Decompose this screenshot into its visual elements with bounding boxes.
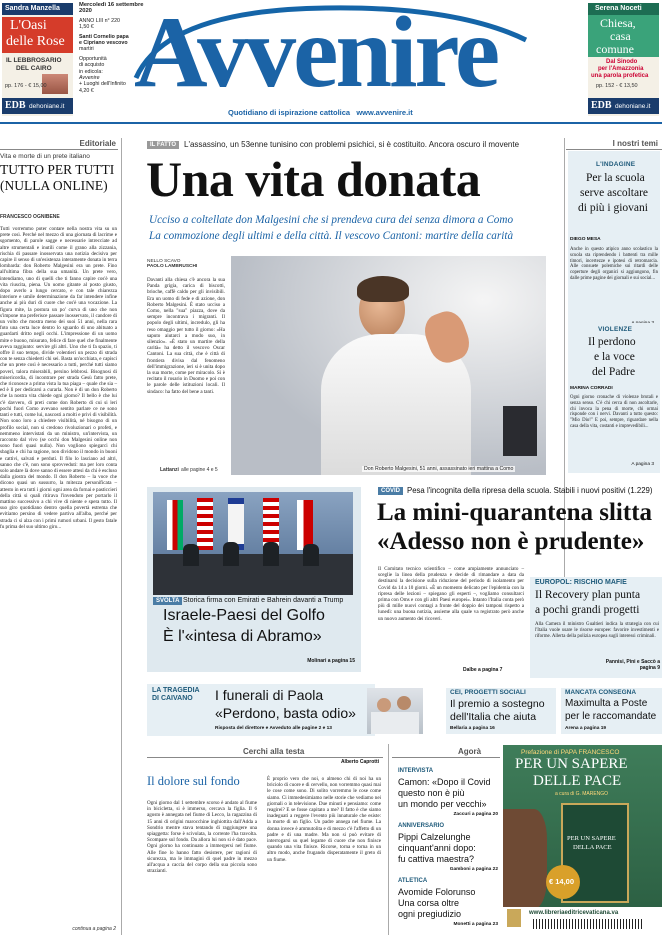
israel-label: SVOLTA [153, 597, 182, 605]
lead-subheadline-2: La commozione degli ultimi e della città. Il vescovo Cantoni: martire della carità [149, 230, 514, 242]
edition-issue: ANNO LIII n° 220 [79, 17, 120, 24]
masthead-divider [0, 122, 662, 124]
lead-ref-label[interactable]: Lattanzi [160, 467, 179, 473]
tema-title-2: e la voce [594, 351, 635, 363]
covid-headline-1: La mini-quarantena slitta [377, 499, 653, 526]
lead-photo[interactable] [231, 256, 546, 475]
israel-title-2: È l'«intesa di Abramo» [163, 628, 322, 645]
paola-photo [367, 688, 423, 734]
promo-title-2: delle Rose [6, 34, 65, 49]
edition-info [79, 2, 144, 102]
promo-author: Sandra Manzella [5, 5, 60, 12]
edition-offer-6: 4,20 € [79, 87, 94, 94]
kicker-label: IL FATTO [147, 141, 179, 149]
left-book-promo[interactable] [2, 3, 73, 116]
agora-label: ATLETICA [398, 878, 428, 884]
paola-label-1: LA TRAGEDIA [152, 687, 200, 694]
tema-label: VIOLENZE [598, 326, 633, 333]
flag-icon [197, 498, 213, 550]
promo-author: Serena Noceti [595, 5, 642, 12]
tema-title-3: del Padre [592, 366, 636, 378]
cerchi-author: Alberto Caprotti [340, 759, 379, 765]
europol-title-1: Il Recovery plan punta [535, 589, 641, 601]
editoriale-kicker: Vita e morte di un prete italiano [0, 153, 90, 160]
tema-ref: A pagina 3 [631, 462, 654, 467]
tema-body: Anche in questo atipico anno scolastico la scuola sta riprendendo i battenti tra mille timori, incertezze e ipotesi di retromarcia. Alle consuete polemiche sui ritardi delle coperture degli organici si aggiungono, fin dalle prime pagine dei giornali e sui social... [570, 247, 658, 281]
ad-book-text-2: DELLA PACE [573, 844, 612, 851]
promo-sub-3: una parola profetica [591, 73, 649, 79]
social-ref: Bellaria a pagina 16 [450, 726, 495, 731]
covid-body: Il Comitato tecnico scientifico – come ampiamente annunciato – sceglie la linea della prudenza e decide di rimandare a data da destinarsi la decisione sulla riduzione del periodo di isolamento per Covid da 14 a 10 giorni. «È un momento delicato per l'epidemia con la ripresa delle lezioni – spiegano gli esperti –, vogliamo consultarci prima con Oms e con gli altri Paesi europei». Intanto l'Italia conta però più di mille nuovi contagi a fronte del doppio dei tamponi rispetto a lunedì: una buona notizia, assieme alla quale va registrato però anche un nuovo aumento dei ricoveri. [378, 566, 524, 622]
flag-icon [297, 500, 313, 550]
paola-title-1: I funerali di Paola [215, 687, 324, 703]
agora-ref: Gamboni a pagina 22 [449, 867, 498, 872]
edition-year: 2020 [79, 8, 92, 15]
agora-title-2: Una corsa oltre [398, 898, 460, 908]
tagline: Quotidiano di ispirazione cattolica www.avvenire.it [228, 108, 413, 117]
tema-title-3: di più i giovani [578, 202, 648, 214]
poste-title-1: Maximulta a Poste [565, 698, 648, 709]
publisher-site: dehoniane.it [615, 103, 651, 110]
book-ad[interactable] [503, 745, 662, 932]
ad-logo-icon [507, 909, 521, 927]
agora-title-3: fu cattiva maestra? [398, 854, 475, 864]
tema-violenze[interactable] [568, 323, 660, 473]
section-label: Agorà [458, 747, 482, 756]
promo-price: pp. 152 - € 13,50 [596, 83, 638, 89]
ad-site: www.libreriaeditricevaticana.va [529, 910, 619, 916]
agora-title-2: cinquant'anni dopo: [398, 843, 476, 853]
edition-offer-2: di acquisto [79, 62, 105, 69]
agora-title-1: Camon: «Dopo il Covid [398, 777, 491, 787]
tema-title-2: serve ascoltare [580, 187, 649, 199]
publisher-brand: EDB [591, 100, 612, 111]
covid-label: COVID [378, 487, 403, 495]
editoriale-body: Tutti vorremmo poter contare nella nostra vita su un prete così. Perché nel mezzo di una giornata di lacrime e sgomento, di parole sagge e necessarie intrecciate ad altre strumentali e inutili come il grano alla zizzania, rischia di passare inosservata una notizia decisiva per capire il senso di un'esistenza interamente donata in terra lombarda: don Roberto Malgesini era un prete. Fino all'ultima fibra della sua umanità. Un prete vero, intendiamo, uno di quelli che ti fanno capire cos'è una vita riuscita, piena. Un uomo gitante al posto giusto, dopo averlo a lungo cercato, e con tale chiarezza interiore e umile determinazione da far intendere infine anche ai più duri di cuore che cos'è una vocazione. La figura mite, la postura un po' curva di uno che non s'impone ma preferisce passare inosservato, il candore di un volto che mostra meno dei suoi 51 anni, nella rara foto una certa luce dentro lo sguardo di uno abituato a guardarti dritto negli occhi. L'impressione di un uomo mite e buono, misurato, felice di fare quel che finalmente aveva raggiunto: servire gli altri. Uno che ti fa spazio, ti offre il suo tempo, divide volentieri un pezzo di strada con te senza chiederti chi sei. Basta un'occhiata, e capisci che un prete così è necessario a tutti, perché tutti siamo poveri, talora miserabili, persino lebbrosi. Bisognosi di misericordia, di incontrare per strada Gesù fatto prete, che riconosce a prima vista la tua piaga – quale che sia – ed è lì per dedicarsi a curarla. Non è di un don Roberto che la nostra vita chiede ogni giorno? Il bello è che lui c'è davvero, di preti come don Roberto di cui si leri pochi fuori Como avevano sentito parlare ce ne sono tanti e tutti, come lui, nascosti a molti e privi di visibilità. Non sono loro a chiedere visibilità, né bisogno di un profilo social, non si credono rivoluzionari o profeti, e nemmeno intervistati da un ministro, un'intervista, un racconto dal vivo (se occhi don Malgesini online non sono fuori quasi nulla). Non vogliono spiegarci chi sbaglia e chi ha ragione, non dividono il mondo in buoni e cattivi, salvati e perduti. Il filo lo lasciano ad altri, sanno che c'è, non sono sprovveduti: ma per loro conta solo andare là dove sanno di essere attesi da chi è escluso dalla giostra del mondo. Il don Roberto – la voce che dicono quasi un sussurro, la mitezza personificata – attesto in era tutti i giorni ogni area da fornai e pasticcieri della città si quali ritirava l'invenduto per portarlo il mattino successivo a chi vive di niente e spera tutto. Il suo giro quotidiano dentro quella povertà estrema che evitiamo persino di vedere partiva all'alba, perché per strada ci si alza con i primi rumori urbani. Il gesto fatale fu prima del suo ultimo giro... [0, 226, 117, 530]
tema-body: Ogni giorno cronache di violenze brutali e senza senso. C'è chi cerca di non ascoltarle, chi invoca la pena di morte, chi ormai risponde con i nervi. Davanti a tutto questo: "Mio Dio!" E poi, sempre, riguardare nella casa della vita, costanti e imprevedibili... [570, 395, 658, 429]
poste-story[interactable] [561, 688, 662, 734]
agora-item[interactable] [394, 823, 500, 877]
europol-label: EUROPOL: RISCHIO MAFIE [535, 579, 627, 586]
agora-ref: Zaccuri a pagina 20 [453, 812, 498, 817]
lead-author: PAOLO LAMBRUSCHI [147, 264, 198, 269]
promo-title-3: comune [596, 42, 634, 56]
europol-title-2: a pochi grandi progetti [535, 604, 640, 616]
edition-saints-sub: martiri [79, 46, 94, 53]
social-title-2: dell'Italia che aiuta [450, 711, 537, 723]
agora-item[interactable] [394, 878, 500, 932]
lead-subheadline-1: Ucciso a coltellate don Malgesini che si prendeva cura dei senza dimora a Como [149, 214, 514, 226]
ad-pre: Prefazione di PAPA FRANCESCO [521, 749, 620, 756]
photo-dark-shape [503, 406, 537, 456]
tema-author: DIEGO MESA [570, 237, 601, 242]
section-label: Editoriale [79, 139, 116, 148]
kicker-text: L'assassino, un 53enne tunisino con problemi psichici, si è costituito. Ancora oscuro il movente [184, 140, 520, 149]
ad-book-text-1: PER UN SAPERE [567, 835, 616, 842]
ad-subtitle: a cura di G. MARENGO [555, 791, 609, 797]
ad-price: € 14,00 [549, 877, 575, 886]
europol-body: Alla Camera il ministro Gualtieri indica la strategia con cui l'Italia vuole usare le risorse europee: favorire investimenti e riforme. Allerta della polizia europea sugli interessi criminali. [535, 622, 659, 639]
europol-ref: Pannisi, Pini e Saccò a pagina 9 [605, 659, 660, 671]
paola-label-2: DI CAIVANO [152, 695, 193, 702]
lead-ref-pages[interactable]: alle pagine 4 e 5 [181, 467, 218, 473]
right-book-promo[interactable] [588, 3, 659, 116]
lead-body: Davanti alla chiesa c'è ancora la sua Panda grigia, carica di biscotti, brioche, caffè caldo per gli invisibili. Era un uomo di fede e di azione, don Roberto Malgesini. È stato ucciso a Como, nella "sua" piazza, dove da sempre incontrava i migranti. Il popolo degli ultimi, incredulo, gli ha reso omaggio per tutto il giorno: «Ha saputo aiutarci a modo suo, in silenzio». «È stato un martire della carità» ha detto il vescovo Oscar Cantoni. La sua città, che è città di frontiera divisa dal fenomeno dell'immigrazione, ieri si è unita dopo la sua morte, come per miracolo. Si è recitato il rosario in Duomo e poi con le parole delle istituzioni locali. Il sindaco: ha fatto del bene a tanti. [147, 277, 225, 395]
edition-offer-3: in edicola: [79, 68, 103, 75]
promo-title-1: L'Oasi [10, 18, 47, 33]
photo-caption: Don Roberto Malgesini, 51 anni, assassinato ieri mattina a Como [364, 466, 514, 472]
edition-offer-4: Avvenire [79, 75, 100, 82]
promo-sub-1: IL LEBBROSARIO [6, 57, 62, 64]
agora-item[interactable] [394, 768, 500, 822]
tema-title-1: Il perdono [588, 336, 636, 348]
promo-sub-2: per l'Amazzonia [598, 66, 644, 72]
paola-story[interactable] [147, 684, 375, 736]
ad-title-2: DELLE PACE [533, 773, 622, 789]
photo-priest-hair [357, 276, 409, 302]
ad-hand-shape [503, 809, 547, 909]
cerchi-story[interactable] [147, 744, 383, 935]
promo-sub-1: Dal Sinodo [606, 59, 638, 65]
europol-story[interactable] [530, 577, 662, 678]
cerchi-title: Il dolore sul fondo [147, 774, 240, 788]
agora-title-2: questo non è più [398, 788, 465, 798]
social-story[interactable] [446, 688, 556, 734]
logo[interactable]: Avvenire [134, 0, 498, 109]
editoriale-column [0, 138, 120, 935]
agora-title-1: Avomide Folorunso [398, 887, 476, 897]
agora-title-1: Pippi Calzelunghe [398, 832, 471, 842]
israel-ref: Molinari a pagina 15 [307, 658, 355, 664]
paola-ref: Risposta del direttore e Avveduto alle pagine 2 e 13 [215, 726, 332, 731]
ad-barcode [533, 919, 643, 929]
covid-ref: Dalbe a pagina 7 [463, 667, 503, 673]
covid-kicker: Pesa l'incognita della ripresa della scuola. Stabili i nuovi positivi (1.229) [407, 486, 653, 495]
social-label: CEI, PROGETTI SOCIALI [450, 689, 526, 696]
social-title-1: Il premio a sostegno [450, 698, 545, 710]
tema-label: L'INDAGINE [596, 161, 636, 168]
ad-title-1: PER UN SAPERE [515, 756, 628, 772]
editoriale-continua[interactable]: continua a pagina 2 [72, 926, 116, 932]
section-label: Cerchi alla testa [243, 747, 305, 756]
publisher-brand: EDB [5, 100, 26, 111]
poste-ref: Arena a pagina 19 [565, 726, 607, 731]
agora-column [392, 744, 500, 935]
lead-headline[interactable]: Una vita donata [146, 151, 481, 207]
tema-indagine[interactable] [568, 151, 660, 329]
tema-title-1: Per la scuola [586, 172, 645, 184]
israel-title-1: Israele-Paesi del Golfo [163, 607, 325, 624]
poste-label: MANCATA CONSEGNA [565, 689, 637, 696]
israel-kicker: Storica firma con Emirati e Bahrein davanti a Trump [183, 597, 344, 604]
agora-ref: Monetti a pagina 23 [453, 922, 498, 927]
tema-author: MARINA CORRADI [570, 386, 613, 391]
agora-title-3: un mondo per vecchi» [398, 799, 487, 809]
poste-title-2: per le raccomandate [565, 711, 657, 722]
editoriale-author: FRANCESCO OGNIBENE [0, 214, 60, 220]
promo-title-2: casa [610, 29, 631, 43]
masthead [0, 0, 662, 122]
edition-price: 1,50 € [79, 24, 94, 31]
edition-saints: Santi Cornelio papa e Cipriano vescovo [79, 33, 129, 47]
cerchi-col-2: È proprio vero che noi, o almeno chi di noi ha un briciolo di cuore e di cervello, non vorremmo quasi mai le cose come sono. Di solito vorremmo le cose come siamo. Ci immedesimiamo nelle storie che vediamo nei giornali o in televisione. Due minuti e pensiamo: come reagirei? E se fosse capitato a me? Il fatto è che siamo inadeguati a reggere l'evento più innaturale che esiste: la morte di un figlio. Un padre annega nel fiume. La donna invece è ammutolita e di mezzo c'è l'affetto di un padre e di una madre. Ma non si può evitare di interrogarsi su quel legame di cuore che non finisce quando una vita finisce. Ricorse, torna e torna in un altro modo, anche frugando disperatamente il greto di un fiume. [267, 776, 381, 863]
cerchi-col-1: Ogni giorno dal 1 settembre scorso è andato al fiume in bicicletta, si è immerso, cercava la figlia. Il 6 agosto è annegata nel fiume di Lecco, la ragazzina di 15 anni di origini marocchine inghiottita dall'Adda a Sondrio mentre stava tentando di raggiungere una spiaggetta: forse è scivolata, la corrente l'ha travolta. Scompare sul fondo. Da allora lui non si è dato pace. Ogni giorno ha continuato a immergersi nel fiume. Alle fine lo hanno fatto desistere, per ragioni di sicurezza, ma le immagini di quel padre in mezzo all'acqua a caccia del corpo della sua piccola sono strazianti. [147, 800, 257, 875]
flag-icon [167, 500, 183, 550]
agora-label: INTERVISTA [398, 768, 434, 774]
edition-date: Mercoledì 16 settembre [79, 2, 144, 8]
covid-headline-2: «Adesso non è prudente» [377, 528, 645, 555]
promo-title-1: Chiesa, [600, 16, 636, 30]
paola-title-2: «Perdono, basta odio» [215, 705, 356, 721]
publisher-site: dehoniane.it [29, 103, 65, 110]
lead-author-prefix: NELLO SCAVO [147, 259, 181, 264]
edition-offer-1: Opportunità [79, 55, 107, 62]
agora-label: ANNIVERSARIO [398, 823, 445, 829]
israel-story[interactable] [147, 487, 361, 672]
edition-offer-5: + Luoghi dell'Infinito [79, 81, 126, 88]
promo-sub-2: DEL CAIRO [16, 65, 52, 72]
section-label: I nostri temi [612, 139, 658, 148]
agora-title-3: ogni pregiudizio [398, 909, 462, 919]
israel-photo [153, 492, 353, 595]
promo-price: pp. 176 - € 15,00 [5, 83, 47, 89]
editoriale-title-2[interactable]: (NULLA ONLINE) [0, 178, 108, 193]
editoriale-title-1[interactable]: TUTTO PER TUTTI [0, 162, 115, 177]
